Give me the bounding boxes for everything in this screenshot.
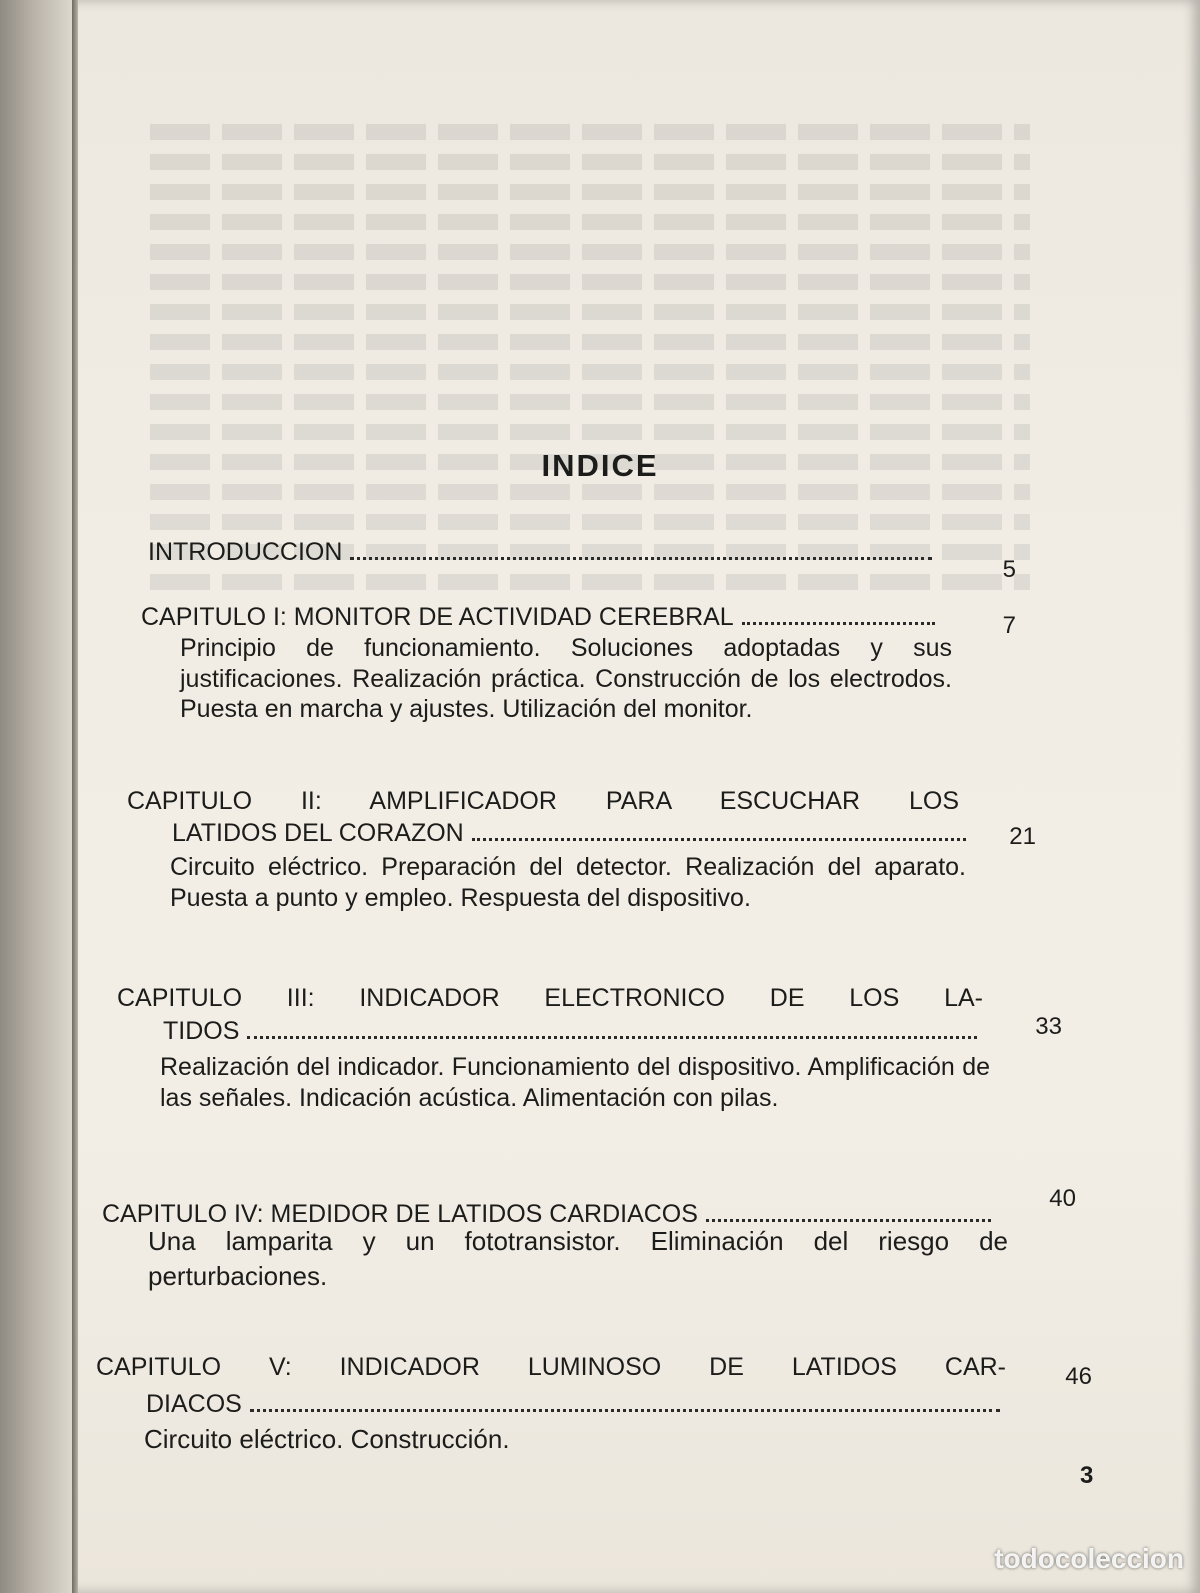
toc-description: Circuito eléctrico. Construcción. — [144, 1424, 510, 1454]
toc-entry-capitulo-5-cont — [146, 1389, 1006, 1419]
toc-heading: TIDOS — [163, 1017, 240, 1045]
toc-description: Circuito eléctrico. Preparación del detector. Realización del aparato. Puesta a punto y empleo. Respuesta del dispositivo. — [170, 853, 966, 912]
leader-dots — [350, 557, 932, 560]
leader-dots — [247, 1036, 977, 1039]
toc-heading: CAPITULO I: MONITOR DE ACTIVIDAD CEREBRAL — [141, 603, 734, 631]
watermark-logo: todocoleccion — [994, 1543, 1184, 1574]
toc-page-number: 21 — [1009, 823, 1036, 850]
toc-heading: CAPITULO II: AMPLIFICADOR PARA ESCUCHAR LOS — [127, 787, 959, 815]
page-title: INDICE — [541, 448, 659, 483]
leader-dots — [472, 838, 966, 841]
toc-heading: INTRODUCCION — [148, 538, 343, 566]
leader-dots — [742, 622, 935, 625]
toc-entry-capitulo-2 — [127, 786, 959, 816]
leader-dots — [250, 1409, 1000, 1412]
toc-heading: CAPITULO III: INDICADOR ELECTRONICO DE LOS LA- — [117, 984, 983, 1012]
toc-description: Realización del indicador. Funcionamiento del dispositivo. Amplificación de las señales. Indicación acústica. Alimentación con pilas. — [160, 1053, 990, 1112]
toc-description: Principio de funcionamiento. Soluciones adoptadas y sus justificaciones. Realización práctica. Construcción de los electrodos. Puesta en marcha y ajustes. Utilización del monitor. — [180, 634, 952, 723]
toc-heading: CAPITULO IV: MEDIDOR DE LATIDOS CARDIACOS — [102, 1200, 698, 1228]
toc-heading: DIACOS — [146, 1390, 242, 1418]
toc-heading: CAPITULO V: INDICADOR LUMINOSO DE LATIDOS CAR- — [96, 1353, 1006, 1381]
toc-entry-capitulo-3 — [117, 983, 983, 1013]
toc-entry-capitulo-2-cont — [172, 818, 972, 848]
toc-entry-capitulo-1 — [141, 602, 941, 632]
toc-entry-introduccion — [148, 537, 938, 567]
page-number: 3 — [1080, 1462, 1094, 1489]
toc-description: Una lamparita y un fototransistor. Eliminación del riesgo de perturbaciones. — [148, 1226, 1008, 1291]
toc-page-number: 46 — [1065, 1363, 1092, 1390]
leader-dots — [706, 1219, 991, 1222]
toc-page-number: 40 — [1049, 1185, 1076, 1212]
toc-page-number: 5 — [1002, 556, 1016, 583]
toc-entry-capitulo-5 — [96, 1352, 1006, 1382]
toc-page-number: 7 — [1002, 612, 1016, 639]
toc-heading: LATIDOS DEL CORAZON — [172, 819, 464, 847]
toc-entry-capitulo-3-cont — [163, 1016, 983, 1046]
toc-page-number: 33 — [1035, 1013, 1062, 1040]
